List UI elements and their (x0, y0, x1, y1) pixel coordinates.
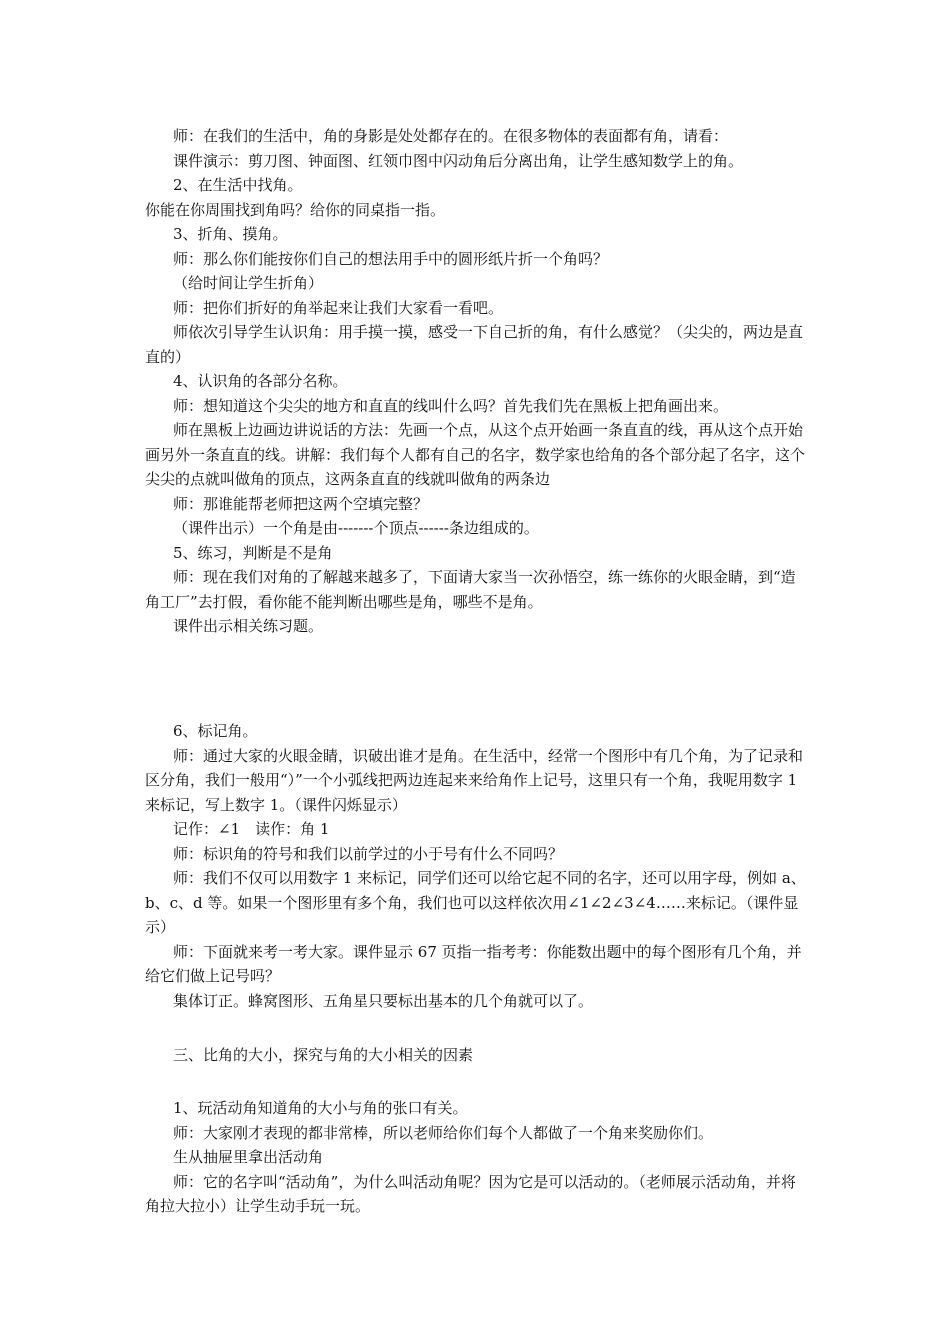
paragraph: 3、折角、摸角。 (173, 225, 288, 243)
paragraph: 记作：∠1 读作：角 1 (173, 820, 330, 838)
lesson-section-d (145, 1096, 810, 1219)
paragraph: 你能在你周围找到角吗？给你的同桌指一指。 (145, 200, 446, 219)
paragraph: 师：它的名字叫“活动角”，为什么叫活动角呢？因为它是可以活动的。（老师展示活动角，并将角拉大拉小）让学生动手玩一玩。 (145, 1172, 796, 1215)
paragraph: 师：那谁能帮老师把这两个空填完整？ (173, 494, 429, 513)
paragraph: （给时间让学生折角） (173, 274, 324, 292)
lesson-section-a (145, 124, 810, 639)
paragraph: 6、标记角。 (173, 722, 258, 740)
paragraph: 师：现在我们对角的了解越来越多了，下面请大家当一次孙悟空，练一练你的火眼金睛，到“造角工厂”去打假，看你能不能判断出哪些是角，哪些不是角。 (145, 568, 796, 611)
paragraph: 师：大家刚才表现的都非常棒，所以老师给你们每个人都做了一个角来奖励你们。 (173, 1123, 714, 1142)
paragraph: 师：在我们的生活中，角的身影是处处都存在的。在很多物体的表面都有角，请看： (173, 127, 729, 145)
paragraph: 师：下面就来考一考大家。课件显示 67 页指一指考考：你能数出题中的每个图形有几个角，并给它们做上记号吗？ (145, 942, 802, 985)
paragraph: 师在黑板上边画边讲说话的方法：先画一个点，从这个点开始画一条直直的线，再从这个点开始画另外一条直直的线。讲解：我们每个人都有自己的名字，数学家也给角的各个部分起了名字，这个尖尖的点就叫做角的顶点，这两条直直的线就叫做角的两条边 (145, 421, 806, 488)
paragraph: 1、玩活动角知道角的大小与角的张口有关。 (173, 1099, 468, 1117)
paragraph: （课件出示）一个角是由-------个顶点------条边组成的。 (173, 519, 539, 537)
paragraph: 课件出示相关练习题。 (173, 617, 324, 635)
paragraph: 集体订正。蜂窝图形、五角星只要标出基本的几个角就可以了。 (173, 991, 594, 1010)
paragraph: 师：我们不仅可以用数字 1 来标记，同学们还可以给它起不同的名字，还可以用字母，例如 a、b、c、d 等。如果一个图形里有多个角，我们也可以这样依次用∠1∠2∠3∠4……来标记。（课件显示） (145, 869, 806, 936)
lesson-section-heading (145, 1043, 810, 1068)
paragraph: 2、在生活中找角。 (173, 176, 303, 194)
paragraph: 师：把你们折好的角举起来让我们大家看一看吧。 (173, 298, 504, 317)
paragraph: 师：那么你们能按你们自己的想法用手中的圆形纸片折一个角吗？ (173, 249, 609, 268)
paragraph: 课件演示：剪刀图、钟面图、红领巾图中闪动角后分离出角，让学生感知数学上的角。 (173, 151, 744, 170)
paragraph: 师：通过大家的火眼金睛，识破出谁才是角。在生活中，经常一个图形中有几个角，为了记录和区分角，我们一般用“）”一个小弧线把两边连起来来给角作上记号，这里只有一个角，我呢用数字 1 来标记，写上数字 1。（课件闪烁显示） (145, 746, 804, 814)
paragraph: 师：标识角的符号和我们以前学过的小于号有什么不同吗？ (173, 844, 564, 863)
paragraph: 师：想知道这个尖尖的地方和直直的线叫什么吗？首先我们先在黑板上把角画出来。 (173, 396, 729, 415)
section-heading: 三、比角的大小，探究与角的大小相关的因素 (173, 1046, 474, 1064)
lesson-section-b (145, 719, 810, 1013)
paragraph: 5、练习，判断是不是角 (173, 543, 333, 562)
paragraph: 生从抽屉里拿出活动角 (173, 1148, 324, 1166)
paragraph: 4、认识角的各部分名称。 (173, 372, 348, 390)
paragraph: 师依次引导学生认识角：用手摸一摸，感受一下自己折的角，有什么感觉？（尖尖的，两边是直直的） (145, 323, 804, 366)
